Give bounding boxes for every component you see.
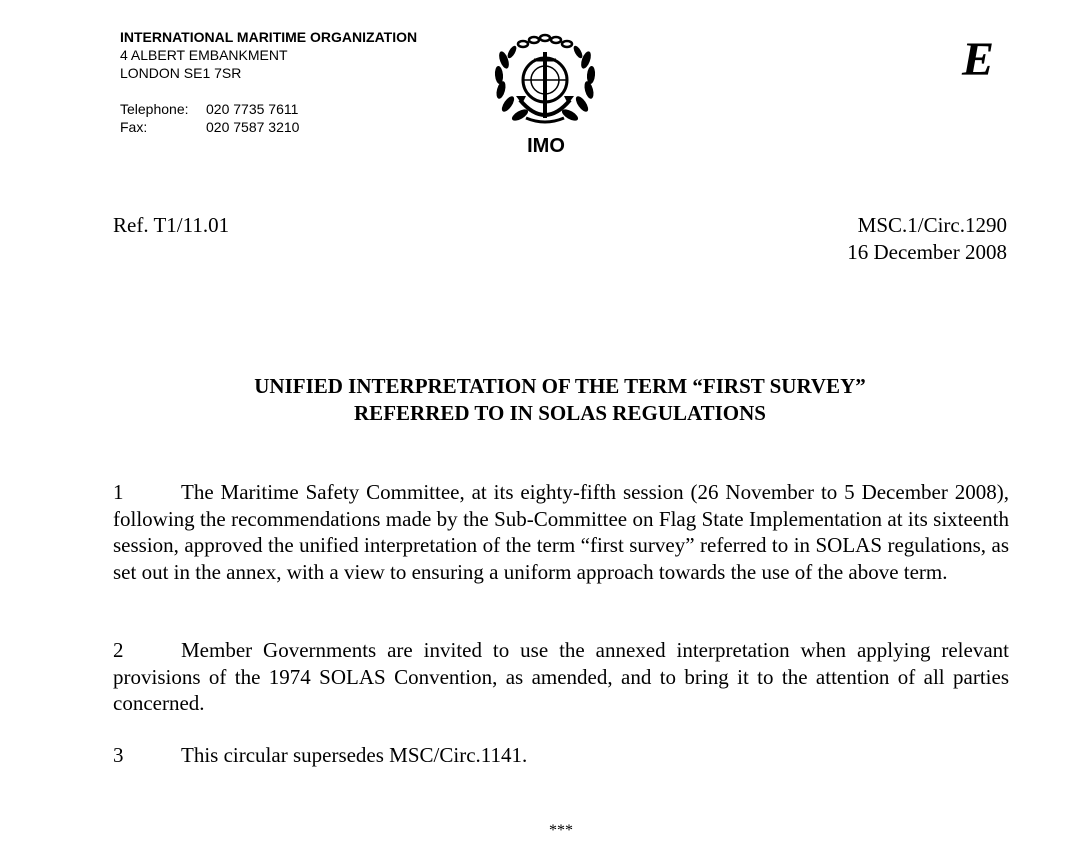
- paragraph-text: This circular supersedes MSC/Circ.1141.: [181, 743, 528, 767]
- language-indicator: E: [962, 33, 995, 86]
- contact-block: [120, 100, 299, 136]
- imo-logo-label: IMO: [527, 135, 565, 157]
- paragraph-number: 1: [113, 480, 124, 504]
- paragraph-text: The Maritime Safety Committee, at its eighty-fifth session (26 November to 5 December 2008), following the recommendations made by the Sub-Committee on Flag State Implementation at its sixteenth session, approved the unified interpretation of the term “first survey” referred to in SOLAS regulations, as set out in the annex, with a view to ensuring a uniform approach towards the use of the above term.: [113, 480, 1009, 584]
- paragraph-2: [113, 637, 1009, 717]
- paragraph-number: 2: [113, 638, 124, 662]
- document-symbol-block: [847, 212, 1007, 265]
- paragraph-text: Member Governments are invited to use the annexed interpretation when applying relevant provisions of the 1974 SOLAS Convention, as amended, and to bring it to the attention of all parties concerned.: [113, 638, 1009, 715]
- paragraph-number: 3: [113, 743, 124, 767]
- reference-number: Ref. T1/11.01: [113, 213, 230, 237]
- document-symbol: MSC.1/Circ.1290: [857, 213, 1007, 237]
- fax-row: [120, 118, 299, 136]
- paragraph-1: [113, 479, 1009, 585]
- document-title: [113, 373, 1007, 426]
- title-line-1: UNIFIED INTERPRETATION OF THE TERM “FIRST SURVEY”: [254, 374, 866, 398]
- imo-emblem-icon: [490, 30, 600, 130]
- telephone-row: [120, 100, 299, 118]
- fax-number: 020 7587 3210: [206, 119, 300, 135]
- organization-name: INTERNATIONAL MARITIME ORGANIZATION: [120, 29, 418, 45]
- telephone-number: 020 7735 7611: [206, 101, 299, 117]
- title-line-2: REFERRED TO IN SOLAS REGULATIONS: [354, 400, 766, 425]
- organization-address-block: [120, 28, 417, 82]
- telephone-label: Telephone:: [120, 101, 189, 117]
- paragraph-3: [113, 742, 1009, 769]
- address-line-2: LONDON SE1 7SR: [120, 65, 242, 81]
- document-date: 16 December 2008: [847, 239, 1007, 264]
- fax-label: Fax:: [120, 119, 148, 135]
- section-separator: ***: [549, 822, 573, 839]
- address-line-1: 4 ALBERT EMBANKMENT: [120, 47, 288, 63]
